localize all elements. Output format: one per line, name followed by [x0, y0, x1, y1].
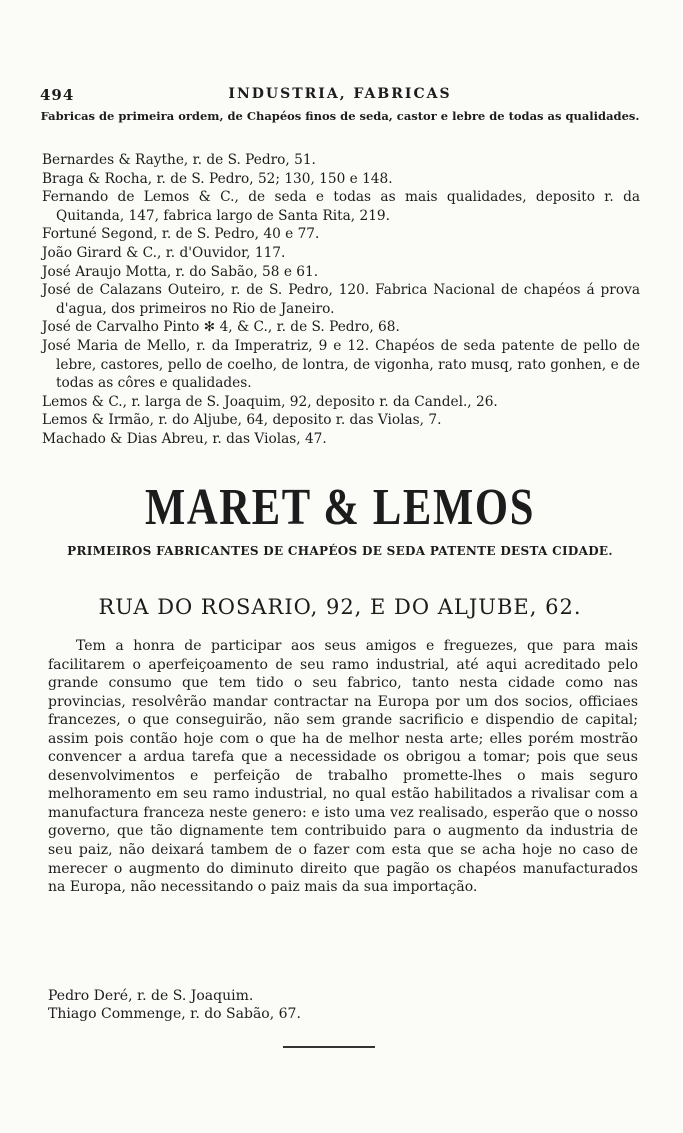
running-title: INDUSTRIA, FABRICAS — [228, 86, 452, 102]
directory-entry: Machado & Dias Abreu, r. das Violas, 47. — [42, 430, 327, 447]
directory-entry: José de Carvalho Pinto ✻ 4, & C., r. de S. Pedro, 68. — [42, 319, 400, 336]
directory-entry: Thiago Commenge, r. do Sabão, 67. — [48, 1006, 301, 1022]
page-number: 494 — [40, 86, 75, 104]
directory-entry: Fortuné Segond, r. de S. Pedro, 40 e 77. — [42, 226, 320, 243]
directory-entry: Bernardes & Raythe, r. de S. Pedro, 51. — [42, 152, 316, 168]
directory-entry: Lemos & Irmão, r. do Aljube, 64, deposito r. das Violas, 7. — [42, 412, 442, 429]
directory-entries — [42, 151, 640, 449]
directory-entry: Fernando de Lemos & C., de seda e todas as mais qualidades, deposito r. da Quitanda, 147, fabrica largo de Santa Rita, 219. — [42, 189, 640, 224]
directory-entry: Pedro Deré, r. de S. Joaquim. — [48, 988, 254, 1004]
directory-entry: Lemos & C., r. larga de S. Joaquim, 92, deposito r. da Candel., 26. — [42, 393, 498, 410]
directory-entry: João Girard & C., r. d'Ouvidor, 117. — [42, 244, 286, 261]
directory-entry: José de Calazans Outeiro, r. de S. Pedro, 120. Fabrica Nacional de chapéos á prova d'agua, dos primeiros no Rio de Janeiro. — [42, 282, 640, 317]
directory-entry: José Maria de Mello, r. da Imperatriz, 9 e 12. Chapéos de seda patente de pello de lebre, castores, pello de coelho, de lontra, de vigonha, rato musq, rato gonhen, e de todas as côres e qualidades. — [42, 337, 640, 392]
directory-entry: Braga & Rocha, r. de S. Pedro, 52; 130, 150 e 148. — [42, 170, 393, 187]
footer-entries — [48, 987, 638, 1023]
advert-address: RUA DO ROSARIO, 92, E DO ALJUBE, 62. — [98, 595, 582, 619]
advert-subtitle: PRIMEIROS FABRICANTES DE CHAPÉOS DE SEDA PATENTE DESTA CIDADE. — [67, 544, 613, 558]
advert-body: Tem a honra de participar aos seus amigos e freguezes, que para mais facilitarem o aperfeiçoamento de seu ramo industrial, até aqui acreditado pelo grande consumo que tem tido o seu fabrico, tanto nesta cidade como nas provincias, resolvêrão mandar contractar na Europa por um dos socios, officiaes francezes, o que conseguirão, não sem grande sacrificio e dispendio de capital; assim pois contão hoje com o que ha de melhor nesta arte; elles porém mostrão convencer a ardua tarefa que a necessidade os obrigou a tomar; pois que seus desenvolvimentos e perfeição de trabalho promette-lhes o mais seguro melhoramento em seu ramo industrial, no qual estão habilitados a rivalisar com a manufactura franceza neste genero: e isto uma vez realisado, esperão que o nosso governo, que tão dignamente tem contribuido para o augmento da industria de seu paiz, não deixará tambem de o fazer com esta que se acha hoje no caso de merecer o augmento do diminuto direito que pagão os chapéos manufacturados na Europa, não necessitando o paiz mais da sua importação. — [48, 638, 638, 896]
advert-title: MARET & LEMOS — [144, 479, 536, 536]
closing-rule — [283, 1046, 375, 1048]
section-subheading: Fabricas de primeira ordem, de Chapéos finos de seda, castor e lebre de todas as qualidades. — [40, 109, 640, 123]
directory-entry: José Araujo Motta, r. do Sabão, 58 e 61. — [42, 263, 319, 280]
page-header — [40, 86, 640, 106]
